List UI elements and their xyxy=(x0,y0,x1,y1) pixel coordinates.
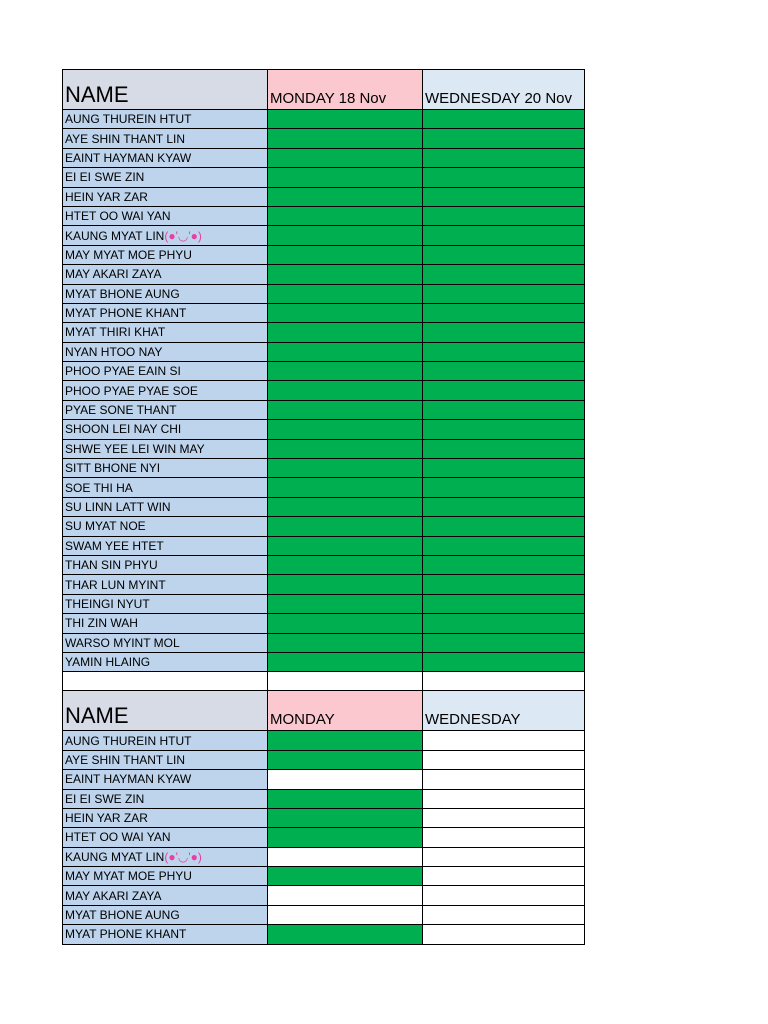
table-row xyxy=(63,303,585,322)
wednesday-attendance-cell[interactable] xyxy=(423,129,585,148)
empty-cell[interactable] xyxy=(423,672,585,691)
student-name: KAUNG MYAT LIN xyxy=(65,228,165,243)
table-row xyxy=(63,867,585,886)
wednesday-attendance-cell[interactable] xyxy=(423,226,585,245)
monday-attendance-cell[interactable] xyxy=(268,459,423,478)
wednesday-attendance-cell[interactable] xyxy=(423,303,585,322)
monday-attendance-cell[interactable] xyxy=(268,886,423,905)
student-name: THAR LUN MYINT xyxy=(65,577,166,592)
monday-header[interactable]: MONDAY 18 Nov xyxy=(268,70,423,110)
table-row xyxy=(63,828,585,847)
wednesday-attendance-cell[interactable] xyxy=(423,478,585,497)
wednesday-attendance-cell[interactable] xyxy=(423,497,585,516)
name-cell[interactable] xyxy=(63,381,268,400)
name-cell[interactable] xyxy=(63,168,268,187)
student-name: HEIN YAR ZAR xyxy=(65,811,148,826)
student-name: THI ZIN WAH xyxy=(65,616,138,631)
wednesday-attendance-cell[interactable] xyxy=(423,770,585,789)
table-row xyxy=(63,808,585,827)
table-row xyxy=(63,925,585,944)
monday-header[interactable]: MONDAY xyxy=(268,691,423,731)
name-cell[interactable] xyxy=(63,400,268,419)
name-cell[interactable] xyxy=(63,652,268,671)
student-name: NYAN HTOO NAY xyxy=(65,344,163,359)
name-cell[interactable] xyxy=(63,245,268,264)
monday-attendance-cell[interactable] xyxy=(268,110,423,129)
table-row xyxy=(63,575,585,594)
table-row xyxy=(63,168,585,187)
monday-attendance-cell[interactable] xyxy=(268,168,423,187)
name-cell[interactable] xyxy=(63,226,268,245)
name-header[interactable]: NAME xyxy=(63,691,268,731)
table-row xyxy=(63,731,585,750)
student-name: MYAT PHONE KHANT xyxy=(65,306,187,321)
attendance-sheet xyxy=(62,69,585,945)
student-name: AUNG THUREIN HTUT xyxy=(65,733,192,748)
table-row xyxy=(63,362,585,381)
monday-attendance-cell[interactable] xyxy=(268,148,423,167)
student-name: MYAT PHONE KHANT xyxy=(65,927,187,942)
table-row xyxy=(63,847,585,866)
table-row xyxy=(63,555,585,574)
student-name: EI EI SWE ZIN xyxy=(65,791,145,806)
wednesday-attendance-cell[interactable] xyxy=(423,206,585,225)
table-row xyxy=(63,750,585,769)
monday-attendance-cell[interactable] xyxy=(268,536,423,555)
table-row xyxy=(63,886,585,905)
name-cell[interactable] xyxy=(63,789,268,808)
monday-attendance-cell[interactable] xyxy=(268,245,423,264)
name-cell[interactable] xyxy=(63,731,268,750)
wednesday-attendance-cell[interactable] xyxy=(423,867,585,886)
name-cell[interactable] xyxy=(63,362,268,381)
wednesday-attendance-cell[interactable] xyxy=(423,575,585,594)
wednesday-attendance-cell[interactable] xyxy=(423,750,585,769)
name-cell[interactable] xyxy=(63,575,268,594)
table-row xyxy=(63,789,585,808)
emoticon: (●'◡'●) xyxy=(164,849,202,864)
student-name: THAN SIN PHYU xyxy=(65,558,158,573)
monday-attendance-cell[interactable] xyxy=(268,731,423,750)
monday-attendance-cell[interactable] xyxy=(268,226,423,245)
name-cell[interactable] xyxy=(63,808,268,827)
monday-attendance-cell[interactable] xyxy=(268,439,423,458)
student-name: MAY AKARI ZAYA xyxy=(65,888,162,903)
header-row xyxy=(63,691,585,731)
student-name: MYAT BHONE AUNG xyxy=(65,908,180,923)
student-name: HEIN YAR ZAR xyxy=(65,189,148,204)
name-cell[interactable] xyxy=(63,867,268,886)
student-name: SHOON LEI NAY CHI xyxy=(65,422,182,437)
monday-attendance-cell[interactable] xyxy=(268,362,423,381)
table-row xyxy=(63,497,585,516)
table-row xyxy=(63,614,585,633)
monday-attendance-cell[interactable] xyxy=(268,206,423,225)
name-cell[interactable] xyxy=(63,536,268,555)
name-cell[interactable] xyxy=(63,497,268,516)
emoticon: (●'◡'●) xyxy=(164,228,202,243)
name-cell[interactable] xyxy=(63,517,268,536)
wednesday-attendance-cell[interactable] xyxy=(423,731,585,750)
student-name: SHWE YEE LEI WIN MAY xyxy=(65,441,205,456)
table-row xyxy=(63,148,585,167)
student-name: THEINGI NYUT xyxy=(65,596,150,611)
student-name: PHOO PYAE PYAE SOE xyxy=(65,383,198,398)
student-name: HTET OO WAI YAN xyxy=(65,830,171,845)
student-name: EAINT HAYMAN KYAW xyxy=(65,150,192,165)
name-cell[interactable] xyxy=(63,439,268,458)
wednesday-attendance-cell[interactable] xyxy=(423,400,585,419)
name-cell[interactable] xyxy=(63,187,268,206)
wednesday-attendance-cell[interactable] xyxy=(423,633,585,652)
table-row xyxy=(63,905,585,924)
name-cell[interactable] xyxy=(63,206,268,225)
name-cell[interactable] xyxy=(63,478,268,497)
table-row xyxy=(63,206,585,225)
student-name: AYE SHIN THANT LIN xyxy=(65,752,186,767)
student-name: AYE SHIN THANT LIN xyxy=(65,131,186,146)
wednesday-attendance-cell[interactable] xyxy=(423,614,585,633)
name-cell[interactable] xyxy=(63,828,268,847)
table-row xyxy=(63,323,585,342)
monday-attendance-cell[interactable] xyxy=(268,614,423,633)
table-row xyxy=(63,633,585,652)
student-name: SU LINN LATT WIN xyxy=(65,500,171,514)
empty-cell[interactable] xyxy=(268,672,423,691)
monday-attendance-cell[interactable] xyxy=(268,420,423,439)
wednesday-attendance-cell[interactable] xyxy=(423,420,585,439)
wednesday-attendance-cell[interactable] xyxy=(423,536,585,555)
name-cell[interactable] xyxy=(63,342,268,361)
wednesday-attendance-cell[interactable] xyxy=(423,594,585,613)
name-cell[interactable] xyxy=(63,847,268,866)
name-cell[interactable] xyxy=(63,905,268,924)
table-row xyxy=(63,226,585,245)
table-row xyxy=(63,129,585,148)
wednesday-attendance-cell[interactable] xyxy=(423,110,585,129)
wednesday-attendance-cell[interactable] xyxy=(423,517,585,536)
monday-attendance-cell[interactable] xyxy=(268,925,423,944)
student-name: MYAT BHONE AUNG xyxy=(65,286,180,301)
wednesday-attendance-cell[interactable] xyxy=(423,168,585,187)
student-name: MYAT THIRI KHAT xyxy=(65,325,166,340)
name-cell[interactable] xyxy=(63,303,268,322)
student-name: SU MYAT NOE xyxy=(65,519,146,534)
monday-attendance-cell[interactable] xyxy=(268,808,423,827)
wednesday-attendance-cell[interactable] xyxy=(423,652,585,671)
student-name: EAINT HAYMAN KYAW xyxy=(65,772,192,787)
name-cell[interactable] xyxy=(63,323,268,342)
student-name: MAY MYAT MOE PHYU xyxy=(65,869,192,884)
table-row xyxy=(63,594,585,613)
monday-attendance-cell[interactable] xyxy=(268,789,423,808)
monday-attendance-cell[interactable] xyxy=(268,750,423,769)
name-cell[interactable] xyxy=(63,110,268,129)
monday-attendance-cell[interactable] xyxy=(268,342,423,361)
wednesday-attendance-cell[interactable] xyxy=(423,808,585,827)
table-row xyxy=(63,400,585,419)
name-header[interactable]: NAME xyxy=(63,70,268,110)
monday-attendance-cell[interactable] xyxy=(268,497,423,516)
wednesday-attendance-cell[interactable] xyxy=(423,187,585,206)
wednesday-attendance-cell[interactable] xyxy=(423,323,585,342)
table-row xyxy=(63,245,585,264)
wednesday-attendance-cell[interactable] xyxy=(423,245,585,264)
table-row xyxy=(63,284,585,303)
student-name: MAY MYAT MOE PHYU xyxy=(65,247,192,262)
name-cell[interactable] xyxy=(63,284,268,303)
name-cell[interactable] xyxy=(63,420,268,439)
student-name: SITT BHONE NYI xyxy=(65,461,161,476)
student-name: PYAE SONE THANT xyxy=(65,403,177,418)
name-cell[interactable] xyxy=(63,459,268,478)
wednesday-attendance-cell[interactable] xyxy=(423,148,585,167)
monday-attendance-cell[interactable] xyxy=(268,555,423,574)
table-row xyxy=(63,342,585,361)
monday-attendance-cell[interactable] xyxy=(268,847,423,866)
student-name: PHOO PYAE EAIN SI xyxy=(65,364,181,379)
monday-attendance-cell[interactable] xyxy=(268,652,423,671)
header-row xyxy=(63,70,585,110)
name-cell[interactable] xyxy=(63,886,268,905)
name-cell[interactable] xyxy=(63,265,268,284)
monday-attendance-cell[interactable] xyxy=(268,265,423,284)
student-name: SWAM YEE HTET xyxy=(65,538,164,553)
table-row xyxy=(63,187,585,206)
name-cell[interactable] xyxy=(63,148,268,167)
monday-attendance-cell[interactable] xyxy=(268,905,423,924)
wednesday-header[interactable]: WEDNESDAY xyxy=(423,691,585,731)
student-name: HTET OO WAI YAN xyxy=(65,209,171,224)
table-row xyxy=(63,265,585,284)
wednesday-attendance-cell[interactable] xyxy=(423,265,585,284)
wednesday-attendance-cell[interactable] xyxy=(423,284,585,303)
wednesday-attendance-cell[interactable] xyxy=(423,362,585,381)
table-row xyxy=(63,110,585,129)
name-cell[interactable] xyxy=(63,594,268,613)
wednesday-attendance-cell[interactable] xyxy=(423,381,585,400)
name-cell[interactable] xyxy=(63,925,268,944)
table-row xyxy=(63,652,585,671)
wednesday-attendance-cell[interactable] xyxy=(423,342,585,361)
table-row xyxy=(63,459,585,478)
table-row xyxy=(63,439,585,458)
name-cell[interactable] xyxy=(63,770,268,789)
monday-attendance-cell[interactable] xyxy=(268,828,423,847)
wednesday-attendance-cell[interactable] xyxy=(423,555,585,574)
student-name: SOE THI HA xyxy=(65,480,133,495)
wednesday-attendance-cell[interactable] xyxy=(423,886,585,905)
name-cell[interactable] xyxy=(63,614,268,633)
name-cell[interactable] xyxy=(63,129,268,148)
student-name: MAY AKARI ZAYA xyxy=(65,267,162,282)
name-cell[interactable] xyxy=(63,555,268,574)
monday-attendance-cell[interactable] xyxy=(268,187,423,206)
table-row xyxy=(63,420,585,439)
spacer-row xyxy=(63,672,585,691)
wednesday-header[interactable]: WEDNESDAY 20 Nov xyxy=(423,70,585,110)
table-row xyxy=(63,517,585,536)
monday-attendance-cell[interactable] xyxy=(268,303,423,322)
monday-attendance-cell[interactable] xyxy=(268,478,423,497)
wednesday-attendance-cell[interactable] xyxy=(423,459,585,478)
name-cell[interactable] xyxy=(63,750,268,769)
wednesday-attendance-cell[interactable] xyxy=(423,847,585,866)
name-cell[interactable] xyxy=(63,633,268,652)
monday-attendance-cell[interactable] xyxy=(268,129,423,148)
monday-attendance-cell[interactable] xyxy=(268,867,423,886)
monday-attendance-cell[interactable] xyxy=(268,381,423,400)
student-name: WARSO MYINT MOL xyxy=(65,635,180,650)
student-name: KAUNG MYAT LIN xyxy=(65,849,165,864)
monday-attendance-cell[interactable] xyxy=(268,517,423,536)
wednesday-attendance-cell[interactable] xyxy=(423,439,585,458)
table-row xyxy=(63,536,585,555)
wednesday-attendance-cell[interactable] xyxy=(423,828,585,847)
table-row xyxy=(63,478,585,497)
monday-attendance-cell[interactable] xyxy=(268,594,423,613)
monday-attendance-cell[interactable] xyxy=(268,284,423,303)
wednesday-attendance-cell[interactable] xyxy=(423,789,585,808)
monday-attendance-cell[interactable] xyxy=(268,323,423,342)
monday-attendance-cell[interactable] xyxy=(268,575,423,594)
student-name: EI EI SWE ZIN xyxy=(65,170,145,185)
student-name: YAMIN HLAING xyxy=(65,655,151,670)
table-row xyxy=(63,770,585,789)
student-name: AUNG THUREIN HTUT xyxy=(65,112,192,127)
wednesday-attendance-cell[interactable] xyxy=(423,925,585,944)
table-row xyxy=(63,381,585,400)
monday-attendance-cell[interactable] xyxy=(268,633,423,652)
monday-attendance-cell[interactable] xyxy=(268,400,423,419)
empty-cell[interactable] xyxy=(63,672,268,691)
wednesday-attendance-cell[interactable] xyxy=(423,905,585,924)
monday-attendance-cell[interactable] xyxy=(268,770,423,789)
